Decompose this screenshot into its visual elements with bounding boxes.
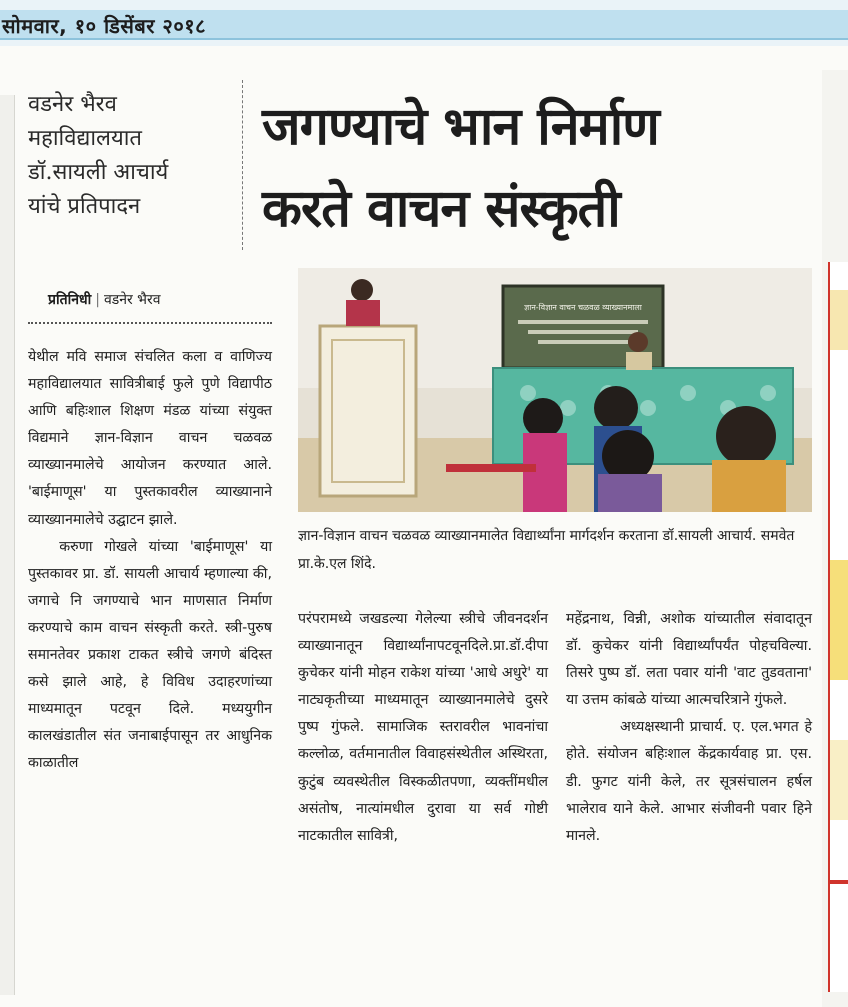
paragraph: अध्यक्षस्थानी प्राचार्य. ए. एल.भगत हे होते. संयोजन बहिःशाल केंद्रकार्यवाह प्रा. एस. डी. फुगट यांनी केले, तर सूत्रसंचालन हर्षल भालेराव याने केले. आभार संजीवनी पवार हिने मानले. bbox=[566, 719, 812, 844]
article-column-2 bbox=[298, 606, 548, 850]
paragraph: येथील मवि समाज संचलित कला व वाणिज्य महाविद्यालयात सावित्रीबाई फुले पुणे विद्यापीठ आणि बहिःशाल शिक्षण मंडळ यांच्या संयुक्त विद्यमाने ज्ञान-विज्ञान वाचन चळवळ व्याख्यानमालेचे आयोजन करण्यात आले. 'बाईमाणूस' या पुस्तकावरील व्याख्यानाने व्याख्यानमालेचे उद्घाटन झाले. bbox=[28, 349, 272, 528]
ad-band bbox=[830, 560, 848, 680]
subhead-line: डॉ.सायली आचार्य bbox=[28, 160, 169, 185]
byline-author: प्रतिनिधी bbox=[48, 292, 92, 308]
headline-line: जगण्याचे भान निर्माण bbox=[262, 97, 659, 157]
byline-place: वडनेर भैरव bbox=[103, 292, 161, 308]
article-column-3 bbox=[566, 606, 812, 850]
headline bbox=[262, 86, 822, 250]
subheadline bbox=[28, 88, 233, 224]
article-column-1 bbox=[28, 344, 272, 778]
news-photo bbox=[298, 268, 812, 512]
subhead-line: वडनेर भैरव bbox=[28, 92, 117, 117]
date-label: सोमवार, १० डिसेंबर २०१८ bbox=[2, 14, 207, 38]
paragraph: महेंद्रनाथ, विन्नी, अशोक यांच्यातील संवादातून डॉ. कुचेकर यांनी विद्यार्थ्यांपर्यंत पोहचविल्या. तिसरे पुष्प डॉ. लता पवार यांनी 'वाट तुडवताना' या उत्तम कांबळे यांच्या आत्मचरित्राने गुंफले. bbox=[566, 611, 812, 709]
subhead-line: यांचे प्रतिपादन bbox=[28, 194, 141, 219]
adjacent-column-edge bbox=[0, 95, 15, 995]
photo-caption: ज्ञान-विज्ञान वाचन चळवळ व्याख्यानमालेत विद्यार्थ्यांना मार्गदर्शन करताना डॉ.सायली आचार्य. समवेत प्रा.के.एल शिंदे. bbox=[298, 528, 795, 572]
ad-band bbox=[830, 740, 848, 820]
divider bbox=[242, 80, 243, 250]
banner-text: ज्ञान-विज्ञान वाचन चळवळ व्याख्यानमाला bbox=[524, 303, 642, 312]
photo-illustration bbox=[298, 268, 812, 512]
paragraph: करुणा गोखले यांच्या 'बाईमाणूस' या पुस्तकावर प्रा. डॉ. सायली आचार्य म्हणाल्या की, जगाचे नि जगण्याचे भान माणसात निर्माण करण्याचे काम वाचन संस्कृती करते. स्त्री-पुरुष समानतेवर प्रकाश टाकत स्त्रीचे जगणे बंदिस्त कसे झाले आहे, हे विविध उदाहरणांच्या माध्यमातून पटवून दिले. मध्ययुगीन कालखंडातील संत जनाबाईपासून तर आधुनिक काळातील bbox=[28, 538, 272, 772]
byline-separator: | bbox=[95, 292, 100, 308]
subhead-line: महाविद्यालयात bbox=[28, 126, 142, 151]
ad-band bbox=[830, 880, 848, 884]
ad-band bbox=[830, 290, 848, 350]
headline-line: करते वाचन संस्कृती bbox=[262, 179, 620, 239]
byline bbox=[48, 290, 161, 309]
paragraph: परंपरामध्ये जखडल्या गेलेल्या स्त्रीचे जीवनदर्शन व्याख्यानातून विद्यार्थ्यांनापटवूनदिले.प्रा.डॉ.दीपा कुचेकर यांनी मोहन राकेश यांच्या 'आधे अधुरे' या नाट्यकृतीच्या माध्यमातून व्याख्यानमालेचे दुसरे पुष्प गुंफले. सामाजिक स्तरावरील भावनांचा कल्लोळ, वर्तमानातील विवाहसंस्थेतील अस्थिरता, कुटुंब व्यवस्थेतील विस्कळीतपणा, व्यक्तींमधील असंतोष, नात्यांमधील दुरावा या सर्व गोष्टी नाटकातील सावित्री, bbox=[298, 611, 548, 844]
dotted-rule bbox=[28, 322, 272, 324]
date-band bbox=[0, 10, 848, 40]
podium bbox=[320, 326, 416, 496]
